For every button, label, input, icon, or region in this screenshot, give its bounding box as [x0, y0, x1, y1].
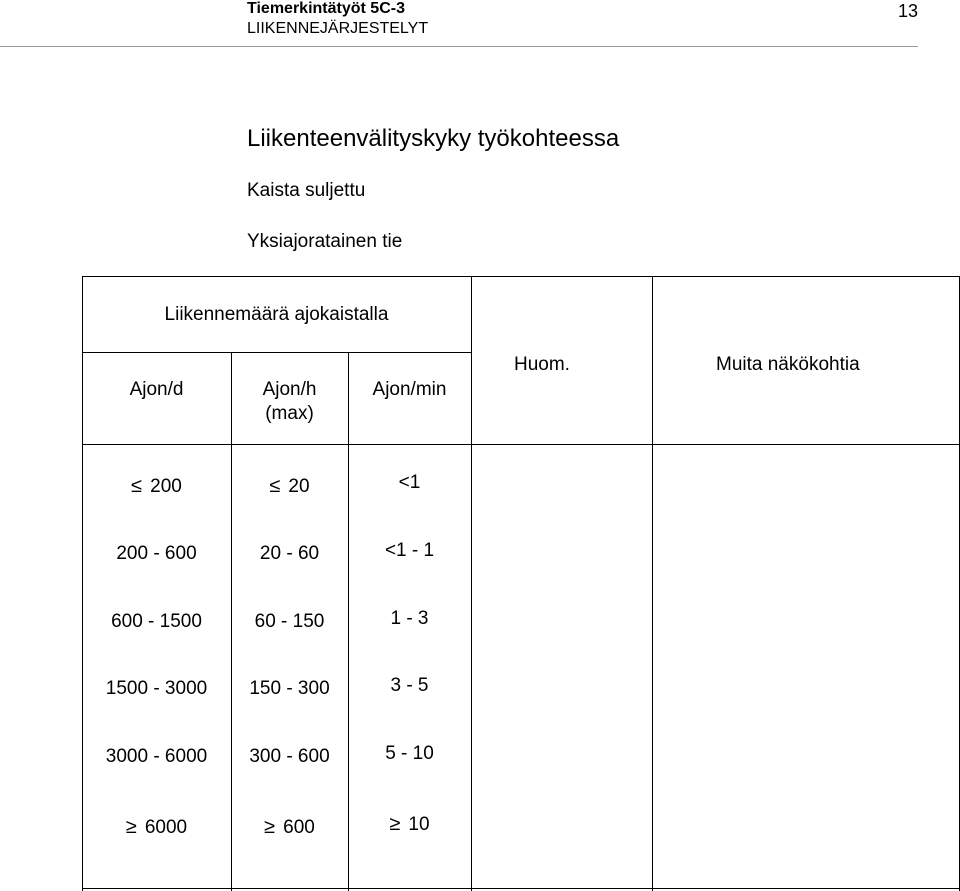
header-title: Tiemerkintätyöt 5C-3 — [247, 0, 405, 17]
cell-ajon-d: 200 - 600 — [116, 543, 197, 564]
col-header-ajon-min: Ajon/min — [372, 379, 447, 400]
cell-ajon-d: 600 - 1500 — [111, 611, 202, 632]
capacity-table — [82, 276, 960, 891]
table-border-bottom — [82, 888, 960, 889]
table-border-top — [82, 276, 960, 277]
cell-ajon-min: 3 - 5 — [390, 675, 429, 696]
less-equal-icon: ≤ — [131, 475, 143, 497]
col-header-ajon-d: Ajon/d — [129, 379, 184, 400]
greater-equal-icon: ≥ — [264, 816, 276, 838]
cell-ajon-h: ≥ 600 — [264, 816, 315, 838]
cell-ajon-min: ≥ 10 — [389, 813, 430, 835]
cell-ajon-h: 300 - 600 — [249, 746, 330, 767]
cell-ajon-min: 5 - 10 — [385, 743, 434, 764]
cell-ajon-d: ≤ 200 — [131, 475, 182, 497]
less-equal-icon: ≤ — [269, 475, 281, 497]
cell-ajon-d: 3000 - 6000 — [105, 746, 208, 767]
col-header-ajon-h-sub: (max) — [265, 403, 314, 424]
header-divider — [0, 46, 918, 47]
greater-equal-icon: ≥ — [389, 813, 401, 835]
cell-ajon-h: 150 - 300 — [249, 678, 330, 699]
group-header: Liikennemäärä ajokaistalla — [164, 304, 389, 325]
document-heading: Liikenteenvälityskyky työkohteessa — [247, 125, 620, 152]
document-line-road-type: Yksiajoratainen tie — [247, 231, 403, 252]
table-header-bottom — [82, 444, 960, 445]
cell-ajon-h: 60 - 150 — [254, 611, 325, 632]
col-header-ajon-h — [231, 378, 348, 426]
cell-ajon-d: ≥ 6000 — [125, 816, 188, 838]
document-line-lane-closed: Kaista suljettu — [247, 180, 366, 201]
cell-ajon-min: 1 - 3 — [390, 608, 429, 629]
table-divider-muita — [652, 276, 653, 891]
cell-ajon-d: 1500 - 3000 — [105, 678, 208, 699]
col-header-huom: Huom. — [514, 354, 570, 375]
cell-ajon-min: <1 — [398, 472, 421, 493]
cell-ajon-h: ≤ 20 — [269, 475, 310, 497]
table-subheader-rule — [82, 352, 471, 353]
table-divider-huom — [471, 276, 472, 891]
col-header-ajon-h-label: Ajon/h — [262, 379, 317, 400]
cell-ajon-min: <1 - 1 — [384, 540, 435, 561]
cell-ajon-h: 20 - 60 — [259, 543, 320, 564]
col-header-muita: Muita näkökohtia — [716, 354, 860, 375]
page-number: 13 — [897, 1, 918, 21]
header-subtitle: LIIKENNEJÄRJESTELYT — [247, 20, 429, 37]
greater-equal-icon: ≥ — [125, 816, 137, 838]
table-border-left — [82, 276, 83, 891]
